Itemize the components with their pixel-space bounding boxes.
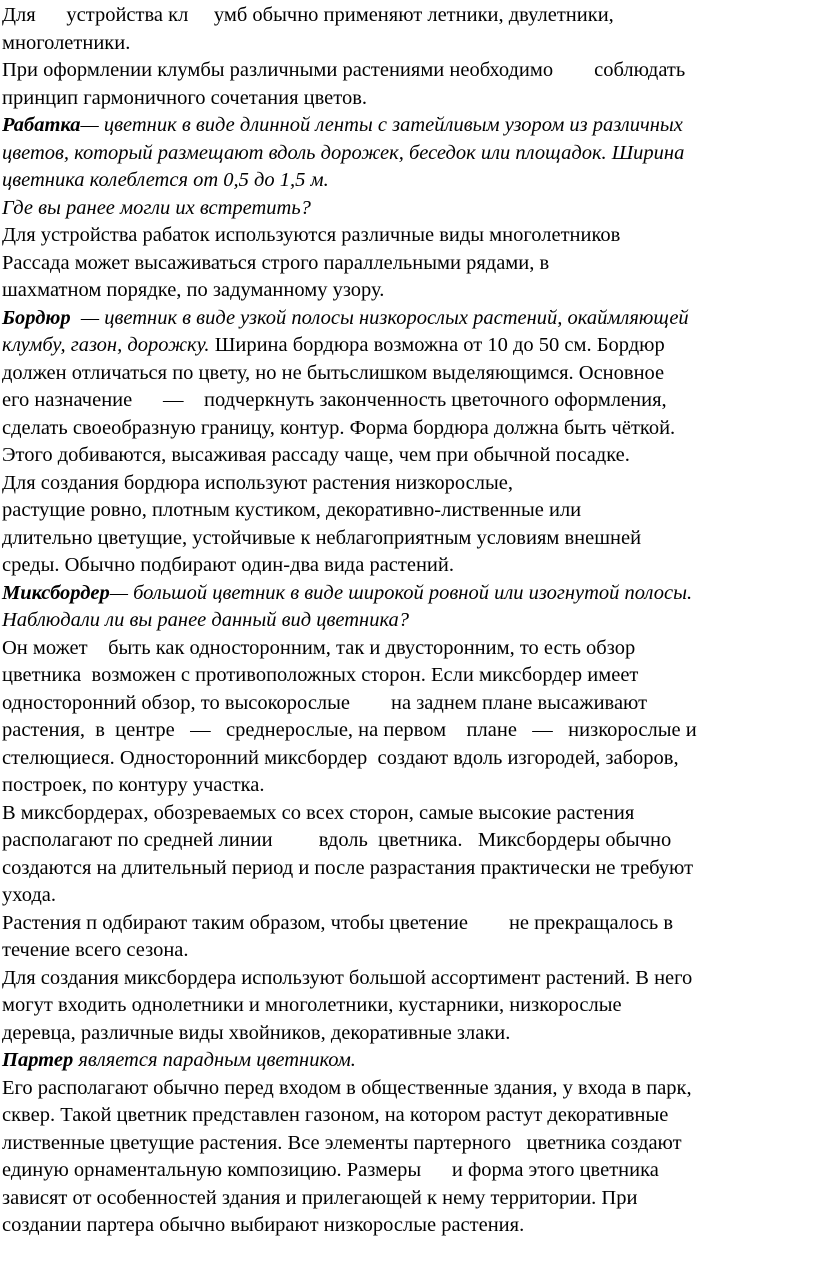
text-segment: стелющиеся. Односторонний миксбордер создают вдоль изгородей, заборов,: [2, 746, 679, 769]
text-segment: растения, в центре — среднерослые, на первом плане — низкорослые и: [2, 719, 697, 741]
text-segment: должен отличаться по цвету, но не бытьслишком выделяющимся. Основное: [2, 361, 665, 384]
text-line: [2, 525, 641, 551]
text-line: [2, 1020, 510, 1046]
text-segment: зависят от особенностей здания и прилегающей к нему территории. При: [2, 1186, 638, 1209]
text-segment: цветника возможен с противоположных сторон. Если миксбордер имеет: [2, 664, 639, 686]
text-segment: цветника колеблется от 0,5 до 1,5 м.: [2, 169, 329, 191]
term-heading: Миксбордер: [2, 581, 110, 604]
text-segment: многолетники.: [2, 31, 131, 54]
text-segment: принцип гармоничного сочетания цветов.: [2, 86, 368, 109]
text-line: [2, 717, 697, 743]
text-line: [2, 965, 692, 991]
text-segment: сквер. Такой цветник представлен газоном, на котором растут декоративные: [2, 1104, 669, 1126]
term-heading: Бордюр: [2, 306, 71, 329]
text-segment: Он может быть как односторонним, так и двусторонним, то есть обзор: [2, 636, 636, 659]
text-segment: При оформлении клумбы различными растениями необходимо соблюдать: [2, 59, 686, 81]
text-segment: создании партера обычно выбирают низкорослые растения.: [2, 1214, 525, 1236]
text-line: [2, 30, 130, 56]
text-segment: клумбу, газон, дорожку.: [2, 334, 210, 356]
text-line: [2, 305, 689, 331]
text-line: [2, 2, 614, 28]
text-segment: лиственные цветущие растения. Все элементы партерного цветника создают: [2, 1131, 682, 1154]
text-segment: — цветник в виде длинной ленты с затейливым узором из различных: [80, 114, 683, 136]
text-line: [2, 332, 665, 358]
text-segment: Наблюдали ли вы ранее данный вид цветника?: [2, 609, 410, 631]
text-segment: единую орнаментальную композицию. Размеры и форма этого цветника: [2, 1159, 659, 1181]
text-line: [2, 1075, 692, 1101]
text-line: [2, 442, 630, 468]
text-line: [2, 1212, 524, 1238]
text-line: [2, 580, 692, 606]
text-segment: построек, по контуру участка.: [2, 774, 265, 796]
text-line: [2, 415, 675, 441]
term-heading: Партер: [2, 1049, 74, 1071]
text-line: [2, 910, 673, 936]
text-segment: Где вы ранее могли их встретить?: [2, 196, 311, 219]
text-line: [2, 772, 264, 798]
text-line: [2, 827, 671, 853]
text-line: [2, 112, 683, 138]
text-line: [2, 222, 620, 248]
text-line: [2, 1185, 637, 1211]
term-heading: Рабатка: [2, 114, 81, 136]
text-line: [2, 855, 693, 881]
text-line: [2, 690, 647, 716]
text-segment: цветов, который размещают вдоль дорожек, беседок или площадок. Ширина: [2, 141, 685, 164]
text-segment: Растения п одбирают таким образом, чтобы цветение не прекращалось в: [2, 911, 674, 934]
text-line: [2, 140, 684, 166]
text-segment: является парадным цветником.: [73, 1049, 356, 1071]
text-line: [2, 85, 367, 111]
text-line: [2, 167, 329, 193]
text-line: [2, 360, 664, 386]
text-segment: Его располагают обычно перед входом в общественные здания, у входа в парк,: [2, 1076, 692, 1099]
text-segment: Для создания миксбордера используют большой ассортимент растений. В него: [2, 966, 693, 989]
text-line: [2, 470, 513, 496]
text-line: [2, 937, 189, 963]
text-segment: шахматном порядке, по задуманному узору.: [2, 279, 385, 301]
text-segment: среды. Обычно подбирают один-два вида растений.: [2, 554, 455, 576]
text-line: [2, 882, 56, 908]
text-segment: односторонний обзор, то высокорослые на заднем плане высаживают: [2, 691, 648, 714]
text-segment: длительно цветущие, устойчивые к неблагоприятным условиям внешней: [2, 526, 642, 549]
text-line: [2, 250, 549, 276]
text-segment: Рассада может высаживаться строго параллельными рядами, в: [2, 251, 550, 274]
text-line: [2, 992, 622, 1018]
text-segment: могут входить однолетники и многолетники, кустарники, низкорослые: [2, 994, 622, 1016]
text-line: [2, 497, 581, 523]
text-line: [2, 607, 409, 633]
text-line: [2, 800, 634, 826]
text-segment: Для устройства рабаток используются различные виды многолетников: [2, 224, 621, 246]
text-line: [2, 57, 685, 83]
text-line: [2, 1130, 682, 1156]
text-segment: В миксбордерах, обозреваемых со всех сторон, самые высокие растения: [2, 801, 635, 824]
text-line: [2, 635, 635, 661]
text-line: [2, 1157, 659, 1183]
text-segment: Для устройства кл умб обычно применяют летники, двулетники,: [2, 4, 614, 26]
text-segment: — большой цветник в виде широкой ровной или изогнутой полосы.: [109, 581, 693, 604]
text-segment: создаются на длительный период и после разрастания практически не требуют: [2, 856, 694, 879]
text-line: [2, 745, 679, 771]
text-line: [2, 1102, 668, 1128]
text-segment: — цветник в виде узкой полосы низкорослых растений, окаймляющей: [70, 306, 689, 329]
text-segment: его назначение — подчеркнуть законченность цветочного оформления,: [2, 389, 667, 411]
text-segment: деревца, различные виды хвойников, декоративные злаки.: [2, 1021, 511, 1044]
text-segment: растущие ровно, плотным кустиком, декоративно-лиственные или: [2, 499, 582, 521]
text-segment: сделать своеобразную границу, контур. Форма бордюра должна быть чёткой.: [2, 416, 676, 439]
text-line: [2, 277, 384, 303]
text-segment: течение всего сезона.: [2, 939, 189, 961]
text-line: [2, 552, 454, 578]
text-segment: Для создания бордюра используют растения низкорослые,: [2, 471, 513, 494]
text-line: [2, 387, 667, 413]
text-segment: располагают по средней линии вдоль цветника. Миксбордеры обычно: [2, 829, 672, 851]
text-segment: Ширина бордюра возможна от 10 до 50 см. Бордюр: [209, 334, 665, 356]
text-line: [2, 1047, 356, 1073]
text-segment: Этого добиваются, высаживая рассаду чаще, чем при обычной посадке.: [2, 444, 630, 466]
text-line: [2, 662, 638, 688]
text-line: [2, 195, 311, 221]
text-segment: ухода.: [2, 884, 57, 906]
